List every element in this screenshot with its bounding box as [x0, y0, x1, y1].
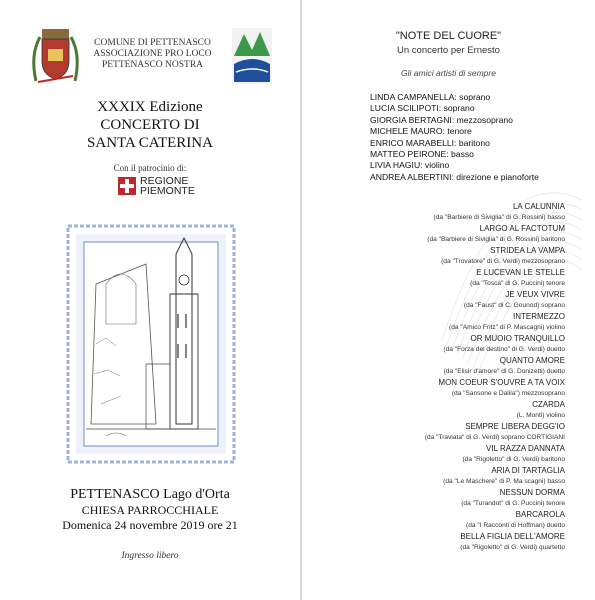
piece-detail: (da "Forza del destino" di G. Verdi) duetto — [443, 346, 565, 353]
cast-list — [370, 92, 590, 183]
program-item — [305, 333, 565, 355]
piece-detail: (da "Faust" di C. Gounod) soprano — [463, 302, 565, 309]
concert-subtitle: Un concerto per Ernesto — [397, 45, 500, 56]
piece-title: SEMPRE LIBERA DEGG'IO — [465, 422, 565, 431]
piece-title: E LUCEVAN LE STELLE — [476, 268, 565, 277]
piece-title: OR MUOIO TRANQUILLO — [470, 334, 565, 343]
program-item — [305, 267, 565, 289]
program-item — [305, 399, 565, 421]
region-flag-icon — [118, 177, 136, 195]
piece-title: LA CALUNNIA — [512, 202, 565, 211]
cast-member: ENRICO MARABELLI: baritono — [370, 137, 490, 148]
program-item — [305, 443, 565, 465]
piece-detail: (da "Elisir d'amore" di G. Donizetti) duetto — [443, 368, 565, 375]
program-item — [305, 531, 565, 553]
program-item — [305, 377, 565, 399]
cast-member: LINDA CAMPANELLA: soprano — [370, 92, 491, 102]
church-sketch-stamp — [66, 224, 236, 464]
cast-member: MICHELE MAURO: tenore — [370, 126, 472, 137]
program-item — [305, 421, 565, 443]
patronage-text: Con il patrocinio di: — [113, 163, 187, 173]
piece-detail: (da "Trovatore" di G. Verdi) mezzosoprano — [441, 258, 565, 265]
venue-line: Domenica 24 novembre 2019 ore 21 — [62, 518, 238, 532]
piece-title: MON COEUR S'OUVRE A TA VOIX — [438, 378, 565, 387]
piece-detail: (da "Rigoletto" di G. Verdi) quartetto — [460, 544, 565, 551]
region-logo — [118, 176, 195, 196]
cast-member: MATTEO PEIRONE: basso — [370, 149, 474, 160]
piece-detail: (da "Amico Fritz" di P. Mascagni) violino — [449, 324, 565, 331]
region-line: PIEMONTE — [140, 185, 195, 197]
piece-title: LARGO AL FACTOTUM — [479, 224, 565, 233]
concert-title: "NOTE DEL CUORE" — [395, 30, 502, 42]
piece-detail: (da "Barbiere di Siviglia" di G. Rossini) baritono — [427, 236, 565, 243]
program-item — [305, 223, 565, 245]
edition-line: XXXIX Edizione — [97, 99, 203, 115]
region-name — [140, 176, 195, 196]
cast-member: LUCIA SCILIPOTI: soprano — [370, 103, 475, 114]
piece-title: STRIDEA LA VAMPA — [490, 246, 565, 255]
program-item — [305, 509, 565, 531]
cast-member: ANDREA ALBERTINI: direzione e pianoforte — [370, 171, 539, 182]
piece-title: BARCAROLA — [515, 510, 565, 519]
piece-detail: (da "Traviata" di G. Verdi) soprano CORTIGIANI — [424, 434, 565, 441]
pro-loco-logo-icon — [232, 28, 272, 84]
piece-detail: (da "Tosca" di G. Puccini) tenore — [470, 280, 565, 287]
region-line: REGIONE — [140, 175, 189, 187]
organizer-line: ASSOCIAZIONE PRO LOCO — [93, 49, 212, 59]
program-item — [305, 465, 565, 487]
cast-member: GIORGIA BERTAGNI: mezzosoprano — [370, 114, 513, 125]
organizers — [90, 38, 215, 71]
program-item — [305, 355, 565, 377]
piece-title: ARIA DI TARTAGLIA — [491, 466, 565, 475]
organizer-line: PETTENASCO NOSTRA — [101, 60, 204, 70]
program-item — [305, 201, 565, 223]
piece-detail: (da "Le Maschere" di P. Ma scagni) basso — [443, 478, 565, 485]
free-entry-text: Ingresso libero — [121, 551, 179, 561]
program-item — [305, 311, 565, 333]
program-list — [305, 201, 565, 553]
piece-title: QUANTO AMORE — [499, 356, 565, 365]
piece-detail: (da "Turandot" di G. Puccini) tenore — [461, 500, 565, 507]
piece-detail: (da "I Racconti di Hoffman) duetto — [466, 522, 565, 529]
piece-detail: (L. Monti) violino — [516, 412, 565, 419]
program-item — [305, 289, 565, 311]
piece-title: JE VEUX VIVRE — [505, 290, 565, 299]
edition-line: CONCERTO DI — [100, 117, 200, 133]
piece-detail: (da "Sansone e Dalila") mezzosoprano — [451, 390, 565, 397]
municipal-crest-icon — [28, 25, 83, 87]
venue-line: PETTENASCO Lago d'Orta — [70, 487, 230, 502]
program-item — [305, 245, 565, 267]
piece-title: BELLA FIGLIA DELL'AMORE — [460, 532, 565, 541]
program-item — [305, 487, 565, 509]
piece-detail: (da "Rigoletto" di G. Verdi) baritono — [462, 456, 565, 463]
piece-title: NESSUN DORMA — [499, 488, 565, 497]
cast-member: LIVIA HAGIU: violino — [370, 160, 450, 171]
friends-caption: Gli amici artisti di sempre — [401, 68, 496, 78]
piece-title: VIL RAZZA DANNATA — [486, 444, 565, 453]
organizer-line: COMUNE DI PETTENASCO — [94, 38, 211, 48]
piece-detail: (da "Barbiere di Siviglia" di G. Rossini) basso — [433, 214, 565, 221]
program-panel — [302, 0, 595, 600]
venue-line: CHIESA PARROCCHIALE — [81, 503, 219, 517]
piece-title: CZARDA — [532, 400, 565, 409]
piece-title: INTERMEZZO — [513, 312, 565, 321]
edition-line: SANTA CATERINA — [87, 135, 213, 151]
